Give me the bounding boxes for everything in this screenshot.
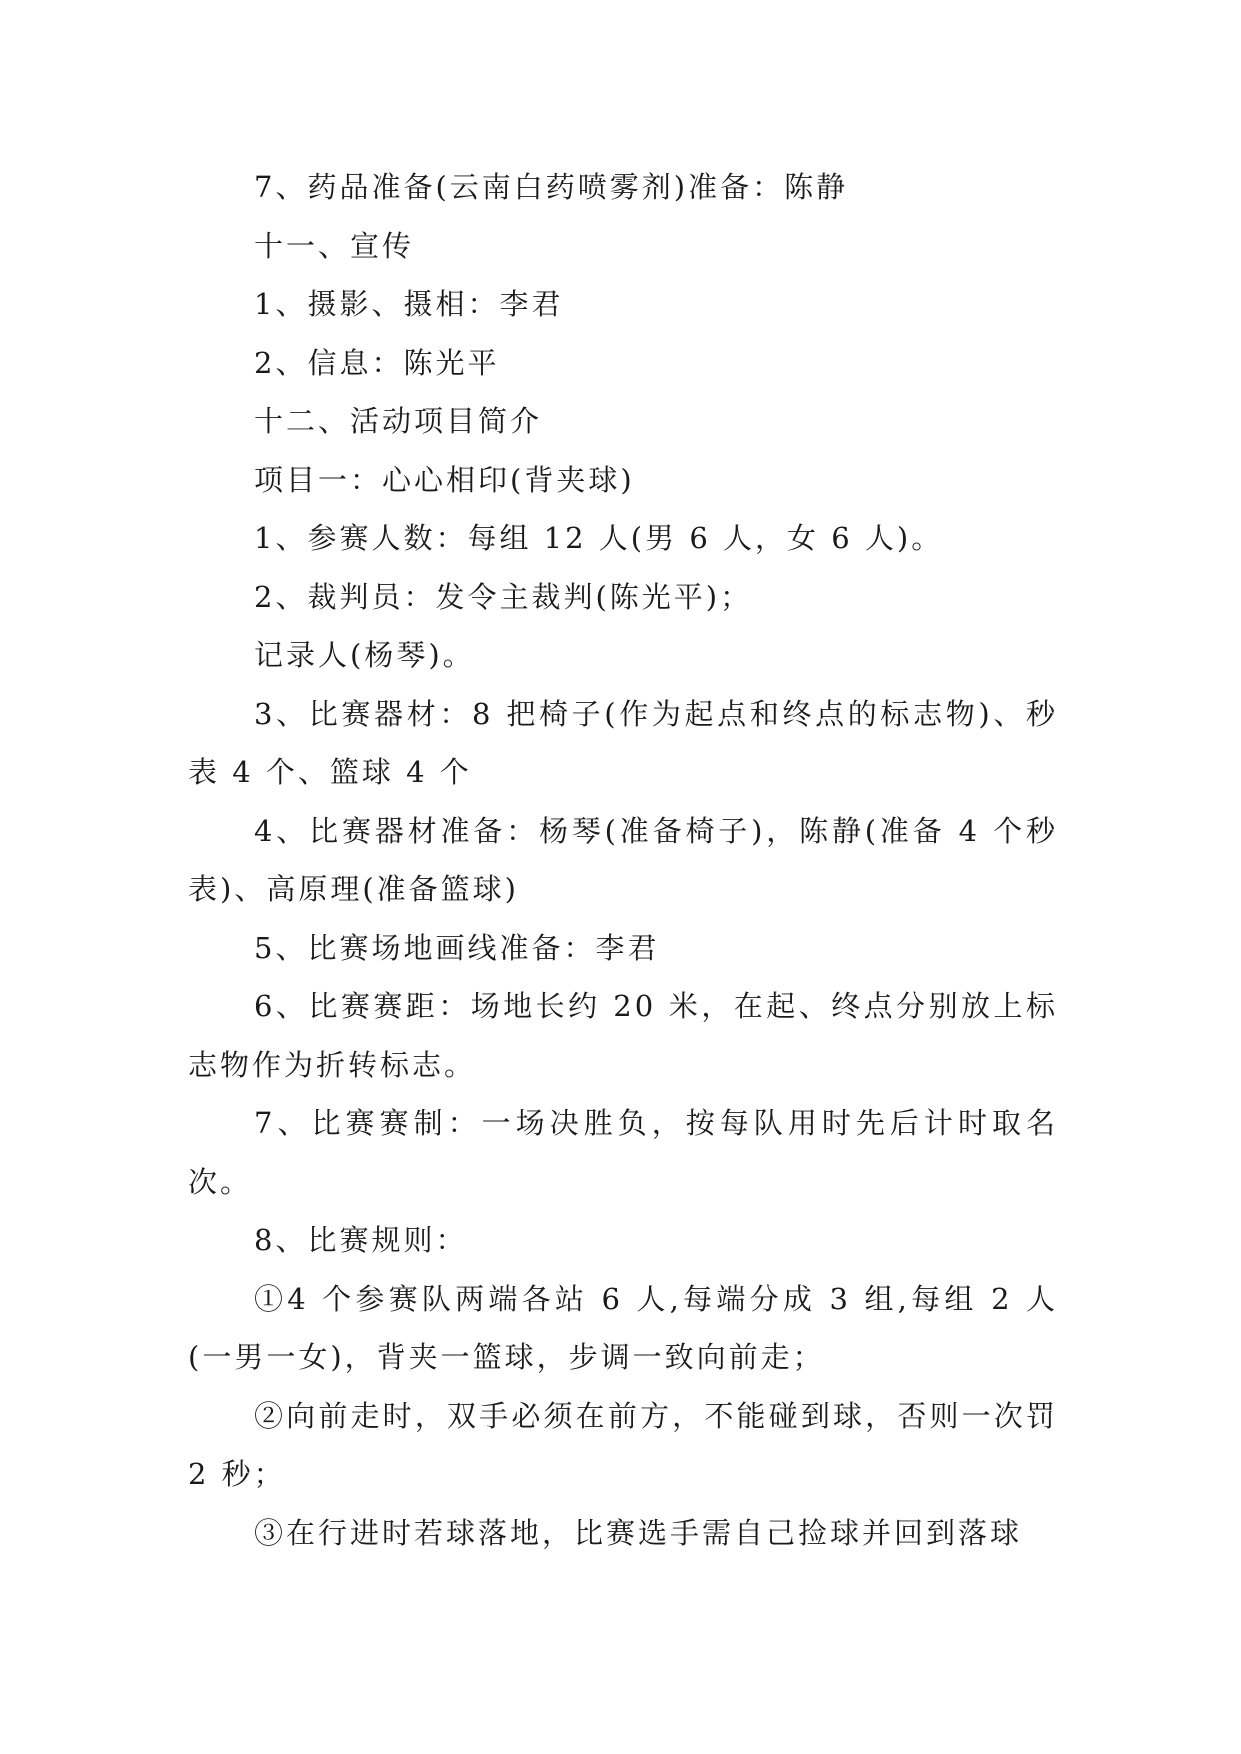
paragraph-field-lines: 5、比赛场地画线准备：李君	[254, 930, 660, 965]
paragraph-participants: 1、参赛人数：每组 12 人(男 6 人，女 6 人)。	[254, 521, 944, 555]
paragraph-rule-one: ①4 个参赛队两端各站 6 人,每端分成 3 组,每组 2 人(一男一女)，背夹一篮球，步调一致向前走；	[188, 1281, 1058, 1374]
paragraph-medicine-prep: 7、药品准备(云南白药喷雾剂)准备：陈静	[254, 170, 849, 204]
paragraph-recorder: 记录人(杨琴)。	[254, 638, 475, 672]
paragraph-rules-heading: 8、比赛规则：	[254, 1223, 468, 1257]
paragraph-rule-three: ③在行进时若球落地，比赛选手需自己捡球并回到落球	[254, 1515, 1023, 1550]
paragraph-rule-two: ②向前走时，双手必须在前方，不能碰到球，否则一次罚 2 秒；	[188, 1398, 1058, 1491]
paragraph-format: 7、比赛赛制：一场决胜负，按每队用时先后计时取名次。	[188, 1106, 1058, 1199]
heading-activity-intro: 十二、活动项目简介	[254, 404, 543, 438]
paragraph-information: 2、信息：陈光平	[254, 345, 500, 380]
paragraph-photography: 1、摄影、摄相：李君	[254, 287, 564, 321]
heading-publicity: 十一、宣传	[254, 228, 415, 263]
paragraph-equipment: 3、比赛器材：8 把椅子(作为起点和终点的标志物)、秒表 4 个、篮球 4 个	[188, 696, 1058, 789]
paragraph-equipment-prep: 4、比赛器材准备：杨琴(准备椅子)，陈静(准备 4 个秒表)、高原理(准备篮球)	[188, 813, 1058, 906]
paragraph-distance: 6、比赛赛距：场地长约 20 米，在起、终点分别放上标志物作为折转标志。	[188, 989, 1058, 1082]
document-body	[188, 158, 1058, 1562]
paragraph-referee: 2、裁判员：发令主裁判(陈光平)；	[254, 579, 753, 614]
heading-project-one: 项目一：心心相印(背夹球)	[254, 462, 635, 497]
